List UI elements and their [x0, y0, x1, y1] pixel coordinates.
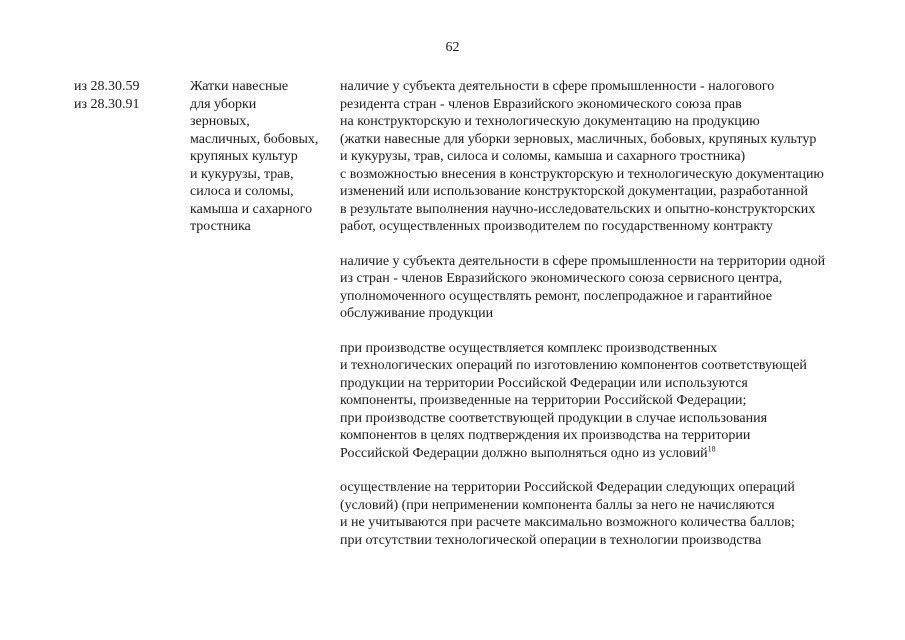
condition-line: работ, осуществленных производителем по государственному контракту — [340, 219, 773, 234]
condition-line: и кукурузы, трав, силоса и соломы, камыша и сахарного тростника) — [340, 149, 746, 164]
conditions-column — [340, 78, 885, 566]
product-name-line: силоса и соломы, — [190, 184, 294, 199]
condition-line: из стран - членов Евразийского экономического союза сервисного центра, — [340, 271, 783, 286]
condition-line: наличие у субъекта деятельности в сфере промышленности - налогового — [340, 79, 775, 94]
condition-line: изменений или использование конструкторской документации, разработанной — [340, 184, 808, 199]
okpd-code: из 28.30.59 — [74, 79, 140, 94]
okpd-code: из 28.30.91 — [74, 96, 140, 112]
condition-line: уполномоченного осуществлять ремонт, послепродажное и гарантийное — [340, 288, 773, 304]
condition-line-with-footnote — [340, 445, 885, 463]
product-name-line: и кукурузы, трав, — [190, 166, 294, 182]
product-name-line: тростника — [190, 219, 251, 234]
condition-line: продукции на территории Российской Федерации или используются — [340, 375, 748, 391]
condition-line: (жатки навесные для уборки зерновых, масличных, бобовых, крупяных культур — [340, 131, 817, 147]
condition-line: и не учитываются при расчете максимально возможного количества баллов; — [340, 515, 795, 530]
condition-paragraph-design-docs — [340, 78, 885, 236]
condition-line: наличие у субъекта деятельности в сфере промышленности на территории одной — [340, 253, 826, 269]
product-name-line: для уборки — [190, 96, 257, 112]
condition-line: резидента стран - членов Евразийского экономического союза прав — [340, 96, 742, 112]
condition-paragraph-service-center — [340, 253, 885, 323]
product-name-line: камыша и сахарного — [190, 201, 313, 217]
condition-line: компоненты, произведенные на территории Российской Федерации; — [340, 393, 747, 408]
condition-line: и технологических операций по изготовлению компонентов соответствующей — [340, 358, 807, 373]
condition-line: при производстве осуществляется комплекс производственных — [340, 340, 718, 356]
product-name-line: масличных, бобовых, — [190, 131, 319, 147]
condition-line: в результате выполнения научно-исследовательских и опытно-конструкторских — [340, 201, 816, 217]
product-name-line: зерновых, — [190, 114, 250, 129]
condition-paragraph-components — [340, 340, 885, 463]
condition-line: (условий) (при неприменении компонента баллы за него не начисляются — [340, 497, 775, 513]
product-name-line: крупяных культур — [190, 149, 298, 164]
condition-line: с возможностью внесения в конструкторскую и технологическую документацию — [340, 166, 824, 182]
product-name-line: Жатки навесные — [190, 79, 289, 94]
condition-line: при отсутствии технологической операции в технологии производства — [340, 532, 762, 548]
condition-line: осуществление на территории Российской Федерации следующих операций — [340, 480, 795, 495]
condition-line: при производстве соответствующей продукции в случае использования — [340, 410, 768, 426]
footnote-reference[interactable]: 18 — [707, 443, 716, 453]
product-name-column — [190, 78, 335, 236]
page-number: 62 — [445, 40, 460, 55]
condition-line: обслуживание продукции — [340, 306, 494, 321]
condition-paragraph-operations — [340, 479, 885, 549]
condition-line: компонентов в целях подтверждения их производства на территории — [340, 428, 751, 443]
condition-line: на конструкторскую и технологическую документацию на продукцию — [340, 114, 760, 129]
okpd-codes-column — [74, 78, 184, 113]
condition-line-text: Российской Федерации должно выполняться одно из условий — [340, 445, 708, 461]
